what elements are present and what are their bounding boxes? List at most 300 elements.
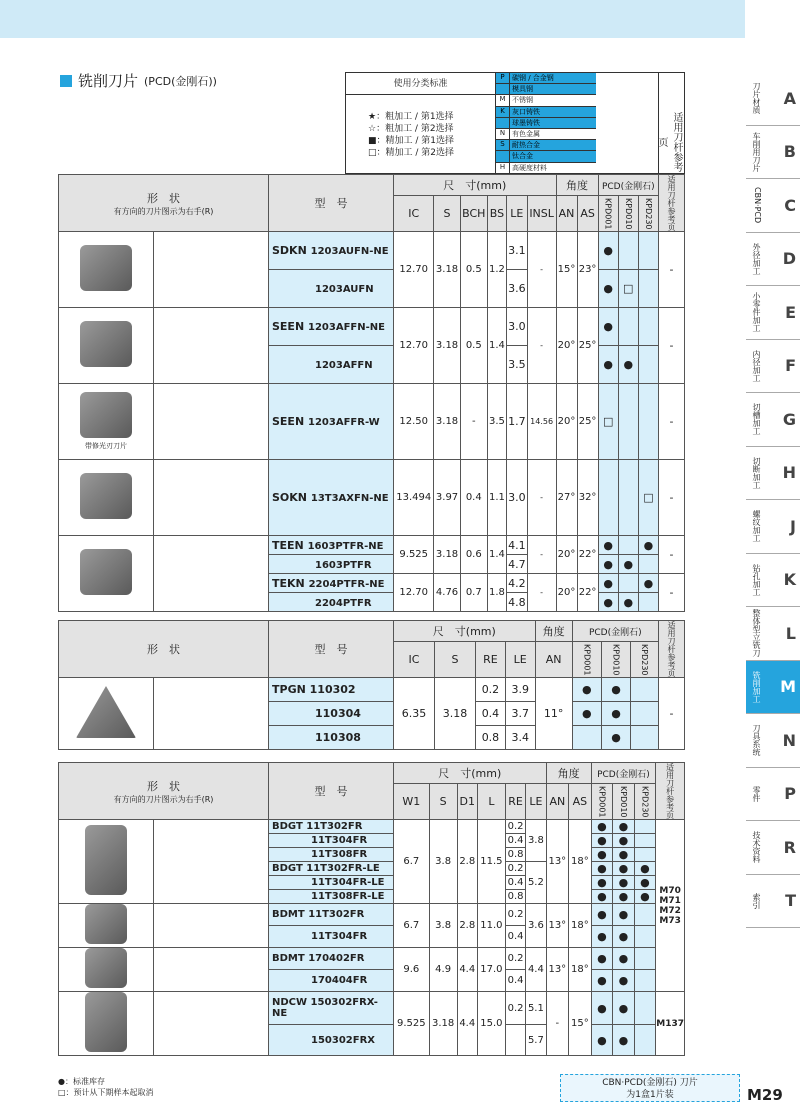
table-row bbox=[59, 948, 685, 970]
grade-mark bbox=[598, 460, 618, 536]
th-ref: 适用刀杆参考页 bbox=[656, 763, 685, 820]
sidenav-label: 小零件加工 bbox=[752, 292, 761, 333]
th-model: 型 号 bbox=[269, 175, 394, 232]
insert-drawing bbox=[154, 904, 269, 948]
th-col: LE bbox=[506, 196, 527, 232]
insert-drawing bbox=[154, 678, 269, 750]
grade-mark: ● bbox=[638, 536, 658, 555]
cell-ref: M137 bbox=[656, 992, 685, 1056]
grade-mark: ● bbox=[591, 876, 613, 890]
cell-as: 15° bbox=[569, 992, 592, 1056]
cell-s: 3.18 bbox=[434, 232, 460, 308]
cell-re: 0.2 bbox=[505, 904, 525, 926]
sidenav-label: 切断加工 bbox=[752, 456, 761, 489]
cell-s: 3.18 bbox=[434, 384, 460, 460]
cell-s: 3.18 bbox=[434, 308, 460, 384]
model-cell: SEEN 1203AFFR-W bbox=[269, 384, 394, 460]
cell-an: - bbox=[546, 992, 569, 1056]
sidenav-label: 钻孔加工 bbox=[752, 563, 761, 596]
model-cell: 11T308FR-LE bbox=[269, 890, 394, 904]
sidenav-item-r[interactable] bbox=[746, 821, 800, 875]
cell-re: 0.4 bbox=[505, 970, 525, 992]
cell-s: 3.18 bbox=[435, 678, 476, 750]
grade-mark bbox=[638, 232, 658, 270]
insert-image bbox=[80, 549, 132, 595]
th-col: AS bbox=[577, 196, 598, 232]
grade-mark: ● bbox=[618, 593, 638, 612]
table-row bbox=[59, 232, 685, 270]
insert-image bbox=[80, 392, 132, 438]
th-col: AN bbox=[546, 784, 569, 820]
model-cell: 1603PTFR bbox=[269, 555, 394, 574]
cell-s: 3.18 bbox=[434, 536, 460, 574]
model-cell: 11T304FR-LE bbox=[269, 876, 394, 890]
cell-re: 0.2 bbox=[505, 992, 525, 1025]
material-desc: 有色金属 bbox=[512, 130, 540, 138]
material-row bbox=[496, 140, 596, 151]
cell-as: 22° bbox=[577, 536, 598, 574]
cell-bch: 0.4 bbox=[460, 460, 487, 536]
cell-an: 20° bbox=[556, 536, 577, 574]
th-model: 型 号 bbox=[269, 621, 394, 678]
cell-ic: 13.494 bbox=[394, 460, 434, 536]
cell-re bbox=[505, 1025, 525, 1056]
sidenav-letter: J bbox=[790, 516, 796, 536]
grade-mark: ● bbox=[613, 890, 635, 904]
grade-mark: ● bbox=[598, 270, 618, 308]
cell-ref: - bbox=[659, 574, 685, 612]
cell-re: 0.8 bbox=[505, 890, 525, 904]
sidenav-item-b[interactable] bbox=[746, 126, 800, 180]
side-navigation bbox=[746, 72, 800, 928]
grade-mark bbox=[634, 820, 656, 834]
sidenav-label: 内径加工 bbox=[752, 349, 761, 382]
cell-ic: 6.35 bbox=[394, 678, 435, 750]
grade-mark: ● bbox=[591, 970, 613, 992]
grade-mark: ● bbox=[613, 834, 635, 848]
cell-le: 5.7 bbox=[526, 1025, 546, 1056]
grade-mark: ● bbox=[613, 820, 635, 834]
cell-an: 13° bbox=[546, 948, 569, 992]
grade-mark: ● bbox=[634, 862, 656, 876]
cell-re: 0.4 bbox=[505, 834, 525, 848]
grade-mark bbox=[634, 834, 656, 848]
table-row bbox=[59, 536, 685, 555]
cell-s: 3.8 bbox=[429, 820, 457, 904]
insert-photo bbox=[59, 308, 154, 384]
grade-mark: ● bbox=[613, 848, 635, 862]
cell-re: 0.2 bbox=[505, 862, 525, 876]
grade-mark bbox=[618, 536, 638, 555]
grade-mark: ● bbox=[591, 926, 613, 948]
grade-mark: ● bbox=[618, 346, 638, 384]
model-cell: 2204PTFR bbox=[269, 593, 394, 612]
th-grade: KPD010 bbox=[601, 642, 630, 678]
cell-insl: 14.56 bbox=[527, 384, 556, 460]
cell-w1: 6.7 bbox=[394, 820, 430, 904]
table-row bbox=[59, 678, 685, 702]
th-grade: KPD001 bbox=[598, 196, 618, 232]
cell-an: 13° bbox=[546, 820, 569, 904]
grade-mark: ● bbox=[591, 834, 613, 848]
model-cell: BDGT 11T302FR-LE bbox=[269, 862, 394, 876]
cell-bch: 0.6 bbox=[460, 536, 487, 574]
th-grade: KPD230 bbox=[631, 642, 659, 678]
sidenav-item-j[interactable] bbox=[746, 500, 800, 554]
sidenav-letter: A bbox=[783, 88, 796, 108]
insert-image bbox=[80, 321, 132, 367]
cell-bch: - bbox=[460, 384, 487, 460]
cell-as: 18° bbox=[569, 948, 592, 992]
cell-le: 3.6 bbox=[526, 904, 546, 948]
grade-mark bbox=[638, 555, 658, 574]
cell-ref: M70 M71 M72 M73 bbox=[656, 820, 685, 992]
grade-mark: ● bbox=[634, 890, 656, 904]
cell-ref: - bbox=[659, 232, 685, 308]
grade-mark: ● bbox=[613, 992, 635, 1025]
grade-mark: ● bbox=[598, 574, 618, 593]
cell-le: 3.6 bbox=[506, 270, 527, 308]
material-code bbox=[496, 151, 510, 161]
insert-image bbox=[85, 992, 127, 1052]
model-cell: SOKN 13T3AXFN-NE bbox=[269, 460, 394, 536]
grade-mark: ● bbox=[591, 848, 613, 862]
cell-le: 3.9 bbox=[505, 678, 535, 702]
material-code: S bbox=[496, 140, 510, 150]
page-number: M29 bbox=[747, 1086, 783, 1104]
grade-mark: ● bbox=[591, 862, 613, 876]
grade-mark: ● bbox=[613, 926, 635, 948]
table-milling-inserts-2 bbox=[58, 620, 685, 750]
sidenav-item-g[interactable] bbox=[746, 393, 800, 447]
cell-bch: 0.5 bbox=[460, 232, 487, 308]
grade-mark bbox=[618, 574, 638, 593]
insert-photo bbox=[59, 536, 154, 612]
insert-drawing bbox=[154, 992, 269, 1056]
cell-bch: 0.5 bbox=[460, 308, 487, 384]
model-cell: 11T308FR bbox=[269, 848, 394, 862]
grade-mark: ● bbox=[638, 574, 658, 593]
grade-mark: □ bbox=[638, 460, 658, 536]
cell-s: 3.18 bbox=[429, 992, 457, 1056]
cell-le: 4.7 bbox=[506, 555, 527, 574]
cell-bs: 1.4 bbox=[487, 308, 506, 384]
grade-mark: ● bbox=[591, 948, 613, 970]
legend-marks: ★：粗加工 / 第1选择 ☆：粗加工 / 第2选择 ■：精加工 / 第1选择 □：精加工 / 第2选择 bbox=[368, 112, 454, 158]
cell-re: 0.8 bbox=[505, 848, 525, 862]
insert-image bbox=[76, 686, 136, 738]
cell-ic: 12.70 bbox=[394, 308, 434, 384]
insert-image bbox=[85, 904, 127, 944]
cell-ic: 12.50 bbox=[394, 384, 434, 460]
cell-w1: 9.525 bbox=[394, 992, 430, 1056]
cell-as: 32° bbox=[577, 460, 598, 536]
cell-re: 0.8 bbox=[476, 726, 506, 750]
cell-ref: - bbox=[659, 460, 685, 536]
th-col: S bbox=[429, 784, 457, 820]
insert-image bbox=[80, 245, 132, 291]
sidenav-label: 刀具系统 bbox=[752, 724, 761, 757]
cell-le: 3.0 bbox=[506, 308, 527, 346]
cell-an: 27° bbox=[556, 460, 577, 536]
sidenav-item-a[interactable] bbox=[746, 72, 800, 126]
sidenav-item-t[interactable] bbox=[746, 875, 800, 929]
th-grade: KPD001 bbox=[572, 642, 601, 678]
insert-photo bbox=[59, 232, 154, 308]
sidenav-item-e[interactable] bbox=[746, 286, 800, 340]
model-cell: 110308 bbox=[269, 726, 394, 750]
model-cell: BDMT 11T302FR bbox=[269, 904, 394, 926]
cell-as: 25° bbox=[577, 384, 598, 460]
th-col: RE bbox=[505, 784, 525, 820]
cell-an: 11° bbox=[535, 678, 572, 750]
cell-le: 3.0 bbox=[506, 460, 527, 536]
grade-mark bbox=[638, 384, 658, 460]
grade-mark: ● bbox=[618, 555, 638, 574]
grade-mark: ● bbox=[591, 904, 613, 926]
grade-mark: ● bbox=[613, 970, 635, 992]
insert-photo bbox=[59, 460, 154, 536]
grade-mark bbox=[634, 970, 656, 992]
sidenav-label: 零件 bbox=[752, 785, 761, 802]
th-col: LE bbox=[505, 642, 535, 678]
grade-mark bbox=[638, 593, 658, 612]
grade-mark bbox=[634, 1025, 656, 1056]
cell-l: 11.0 bbox=[477, 904, 505, 948]
insert-photo bbox=[59, 992, 154, 1056]
sidenav-letter: P bbox=[784, 784, 796, 804]
sidenav-letter: C bbox=[784, 195, 796, 215]
cell-re: 0.2 bbox=[505, 820, 525, 834]
grade-mark bbox=[638, 270, 658, 308]
model-cell: 1203AUFN bbox=[269, 270, 394, 308]
cell-re: 0.2 bbox=[476, 678, 506, 702]
th-col: L bbox=[477, 784, 505, 820]
model-cell: 170404FR bbox=[269, 970, 394, 992]
th-col: D1 bbox=[457, 784, 477, 820]
cell-l: 17.0 bbox=[477, 948, 505, 992]
grade-mark: ● bbox=[598, 536, 618, 555]
th-dim: 尺 寸(mm) bbox=[394, 763, 547, 784]
sidenav-item-m[interactable] bbox=[746, 661, 800, 715]
cell-re: 0.4 bbox=[476, 702, 506, 726]
th-dim: 尺 寸(mm) bbox=[394, 175, 557, 196]
grade-mark: ● bbox=[613, 876, 635, 890]
insert-image bbox=[85, 948, 127, 988]
cell-insl: - bbox=[527, 308, 556, 384]
table-milling-inserts-1 bbox=[58, 174, 685, 612]
sidenav-letter: M bbox=[780, 677, 796, 697]
cell-ref: - bbox=[659, 678, 685, 750]
cell-bs: 1.1 bbox=[487, 460, 506, 536]
th-angle: 角度 bbox=[535, 621, 572, 642]
cell-as: 23° bbox=[577, 232, 598, 308]
cell-le: 3.5 bbox=[506, 346, 527, 384]
grade-mark bbox=[618, 460, 638, 536]
insert-drawing bbox=[154, 308, 269, 384]
cell-le: 3.4 bbox=[505, 726, 535, 750]
model-cell: 150302FRX bbox=[269, 1025, 394, 1056]
th-col: RE bbox=[476, 642, 506, 678]
grade-mark: ● bbox=[572, 678, 601, 702]
grade-mark: ● bbox=[601, 726, 630, 750]
sidenav-item-f[interactable] bbox=[746, 340, 800, 394]
th-col: BS bbox=[487, 196, 506, 232]
material-row bbox=[496, 107, 596, 118]
cell-as: 25° bbox=[577, 308, 598, 384]
th-ref: 适用刀杆参考页 bbox=[659, 175, 685, 232]
cell-as: 22° bbox=[577, 574, 598, 612]
th-angle: 角度 bbox=[556, 175, 598, 196]
th-grade: KPD230 bbox=[638, 196, 658, 232]
sidenav-letter: R bbox=[783, 837, 796, 857]
material-row bbox=[496, 95, 596, 106]
grade-mark: □ bbox=[598, 384, 618, 460]
grade-mark: ● bbox=[591, 820, 613, 834]
insert-photo bbox=[59, 820, 154, 904]
cell-le: 4.8 bbox=[506, 593, 527, 612]
page-title: 铣削刀片 (PCD(金刚石)) bbox=[60, 70, 217, 91]
legend-header: 使用分类标准 bbox=[346, 73, 496, 95]
cell-w1: 6.7 bbox=[394, 904, 430, 948]
sidenav-label: 整体型立铣刀 bbox=[752, 609, 761, 658]
material-code: K bbox=[496, 107, 510, 117]
sidenav-label: 螺纹加工 bbox=[752, 510, 761, 543]
cell-le: 1.7 bbox=[506, 384, 527, 460]
sidenav-letter: B bbox=[783, 142, 796, 162]
material-code: N bbox=[496, 129, 510, 139]
grade-mark: ● bbox=[601, 702, 630, 726]
insert-photo bbox=[59, 948, 154, 992]
cell-an: 20° bbox=[556, 384, 577, 460]
model-cell: TEEN 1603PTFR-NE bbox=[269, 536, 394, 555]
packaging-note: CBN·PCD(金刚石) 刀片 为1盒1片装 bbox=[560, 1074, 740, 1102]
model-cell: NDCW 150302FRX-NE bbox=[269, 992, 394, 1025]
cell-an: 15° bbox=[556, 232, 577, 308]
cell-le: 4.4 bbox=[526, 948, 546, 992]
cell-d1: 4.4 bbox=[457, 948, 477, 992]
cell-re: 0.2 bbox=[505, 948, 525, 970]
sidenav-letter: D bbox=[782, 249, 796, 269]
sidenav-item-k[interactable] bbox=[746, 554, 800, 608]
sidenav-item-d[interactable] bbox=[746, 233, 800, 287]
cell-d1: 2.8 bbox=[457, 820, 477, 904]
material-desc: 球墨铸铁 bbox=[510, 118, 596, 128]
th-dim: 尺 寸(mm) bbox=[394, 621, 536, 642]
footer-notes: ●：标准库存 □：预计从下期样本起取消 bbox=[58, 1077, 154, 1097]
title-square-icon bbox=[60, 75, 72, 87]
insert-drawing bbox=[154, 232, 269, 308]
table-row bbox=[59, 992, 685, 1025]
cell-insl: - bbox=[527, 460, 556, 536]
material-desc: 灰口铸铁 bbox=[510, 107, 596, 117]
cell-ic: 9.525 bbox=[394, 536, 434, 574]
material-desc: 不锈钢 bbox=[512, 96, 533, 105]
th-grade: KPD230 bbox=[634, 784, 656, 820]
top-band bbox=[0, 0, 745, 38]
material-desc: 碳钢 / 合金钢 bbox=[510, 73, 596, 83]
grade-mark bbox=[634, 848, 656, 862]
grade-mark: ● bbox=[634, 876, 656, 890]
cell-an: 20° bbox=[556, 308, 577, 384]
sidenav-label: 技术资料 bbox=[752, 831, 761, 864]
sidenav-letter: E bbox=[785, 302, 796, 322]
grade-mark: ● bbox=[613, 948, 635, 970]
grade-mark bbox=[631, 702, 659, 726]
insert-photo bbox=[59, 678, 154, 750]
insert-drawing bbox=[154, 460, 269, 536]
cell-l: 11.5 bbox=[477, 820, 505, 904]
cell-ref: - bbox=[659, 308, 685, 384]
sidenav-label: CBN·PCD bbox=[753, 187, 762, 224]
grade-mark bbox=[618, 232, 638, 270]
grade-mark: ● bbox=[598, 232, 618, 270]
grade-mark bbox=[634, 926, 656, 948]
th-col: LE bbox=[526, 784, 546, 820]
sidenav-letter: K bbox=[783, 570, 796, 590]
cell-bch: 0.7 bbox=[460, 574, 487, 612]
cell-le: 5.1 bbox=[526, 992, 546, 1025]
sidenav-letter: H bbox=[782, 463, 796, 483]
material-desc: 模具钢 bbox=[510, 84, 596, 94]
sidenav-item-c[interactable] bbox=[746, 179, 800, 233]
grade-mark bbox=[634, 992, 656, 1025]
th-pcd: PCD(金刚石) bbox=[572, 621, 658, 642]
sidenav-item-p[interactable] bbox=[746, 768, 800, 822]
cell-re: 0.4 bbox=[505, 926, 525, 948]
model-cell: SDKN 1203AUFN-NE bbox=[269, 232, 394, 270]
material-desc: 耐热合金 bbox=[510, 140, 596, 150]
table-row bbox=[59, 820, 685, 834]
th-col: AN bbox=[535, 642, 572, 678]
grade-mark bbox=[618, 308, 638, 346]
cell-le: 3.7 bbox=[505, 702, 535, 726]
insert-image bbox=[80, 473, 132, 519]
table-milling-inserts-3 bbox=[58, 762, 685, 1056]
cell-bs: 3.5 bbox=[487, 384, 506, 460]
cell-re: 0.4 bbox=[505, 876, 525, 890]
grade-mark: ● bbox=[598, 555, 618, 574]
cell-an: 20° bbox=[556, 574, 577, 612]
sidenav-item-l[interactable] bbox=[746, 607, 800, 661]
th-angle: 角度 bbox=[546, 763, 591, 784]
th-shape: 形 状 有方向的刀片图示为右手(R) bbox=[59, 763, 269, 820]
model-cell: BDGT 11T302FR bbox=[269, 820, 394, 834]
cell-as: 18° bbox=[569, 820, 592, 904]
insert-drawing bbox=[154, 948, 269, 992]
grade-mark: ● bbox=[598, 593, 618, 612]
grade-mark: ● bbox=[613, 904, 635, 926]
th-col: BCH bbox=[460, 196, 487, 232]
th-grade: KPD001 bbox=[591, 784, 613, 820]
cell-s: 4.76 bbox=[434, 574, 460, 612]
th-col: AS bbox=[569, 784, 592, 820]
th-col: W1 bbox=[394, 784, 430, 820]
legend-ref-label: 适用刀杆参考页 bbox=[658, 73, 684, 175]
sidenav-letter: F bbox=[785, 356, 796, 376]
material-row bbox=[496, 151, 596, 162]
model-cell: 11T304FR bbox=[269, 926, 394, 948]
sidenav-item-h[interactable] bbox=[746, 447, 800, 501]
cell-le: 4.1 bbox=[506, 536, 527, 555]
material-code bbox=[496, 118, 510, 128]
grade-mark bbox=[638, 346, 658, 384]
sidenav-letter: G bbox=[782, 409, 796, 429]
grade-mark bbox=[634, 948, 656, 970]
cell-le: 5.2 bbox=[526, 862, 546, 904]
sidenav-item-n[interactable] bbox=[746, 714, 800, 768]
grade-mark: ● bbox=[572, 702, 601, 726]
